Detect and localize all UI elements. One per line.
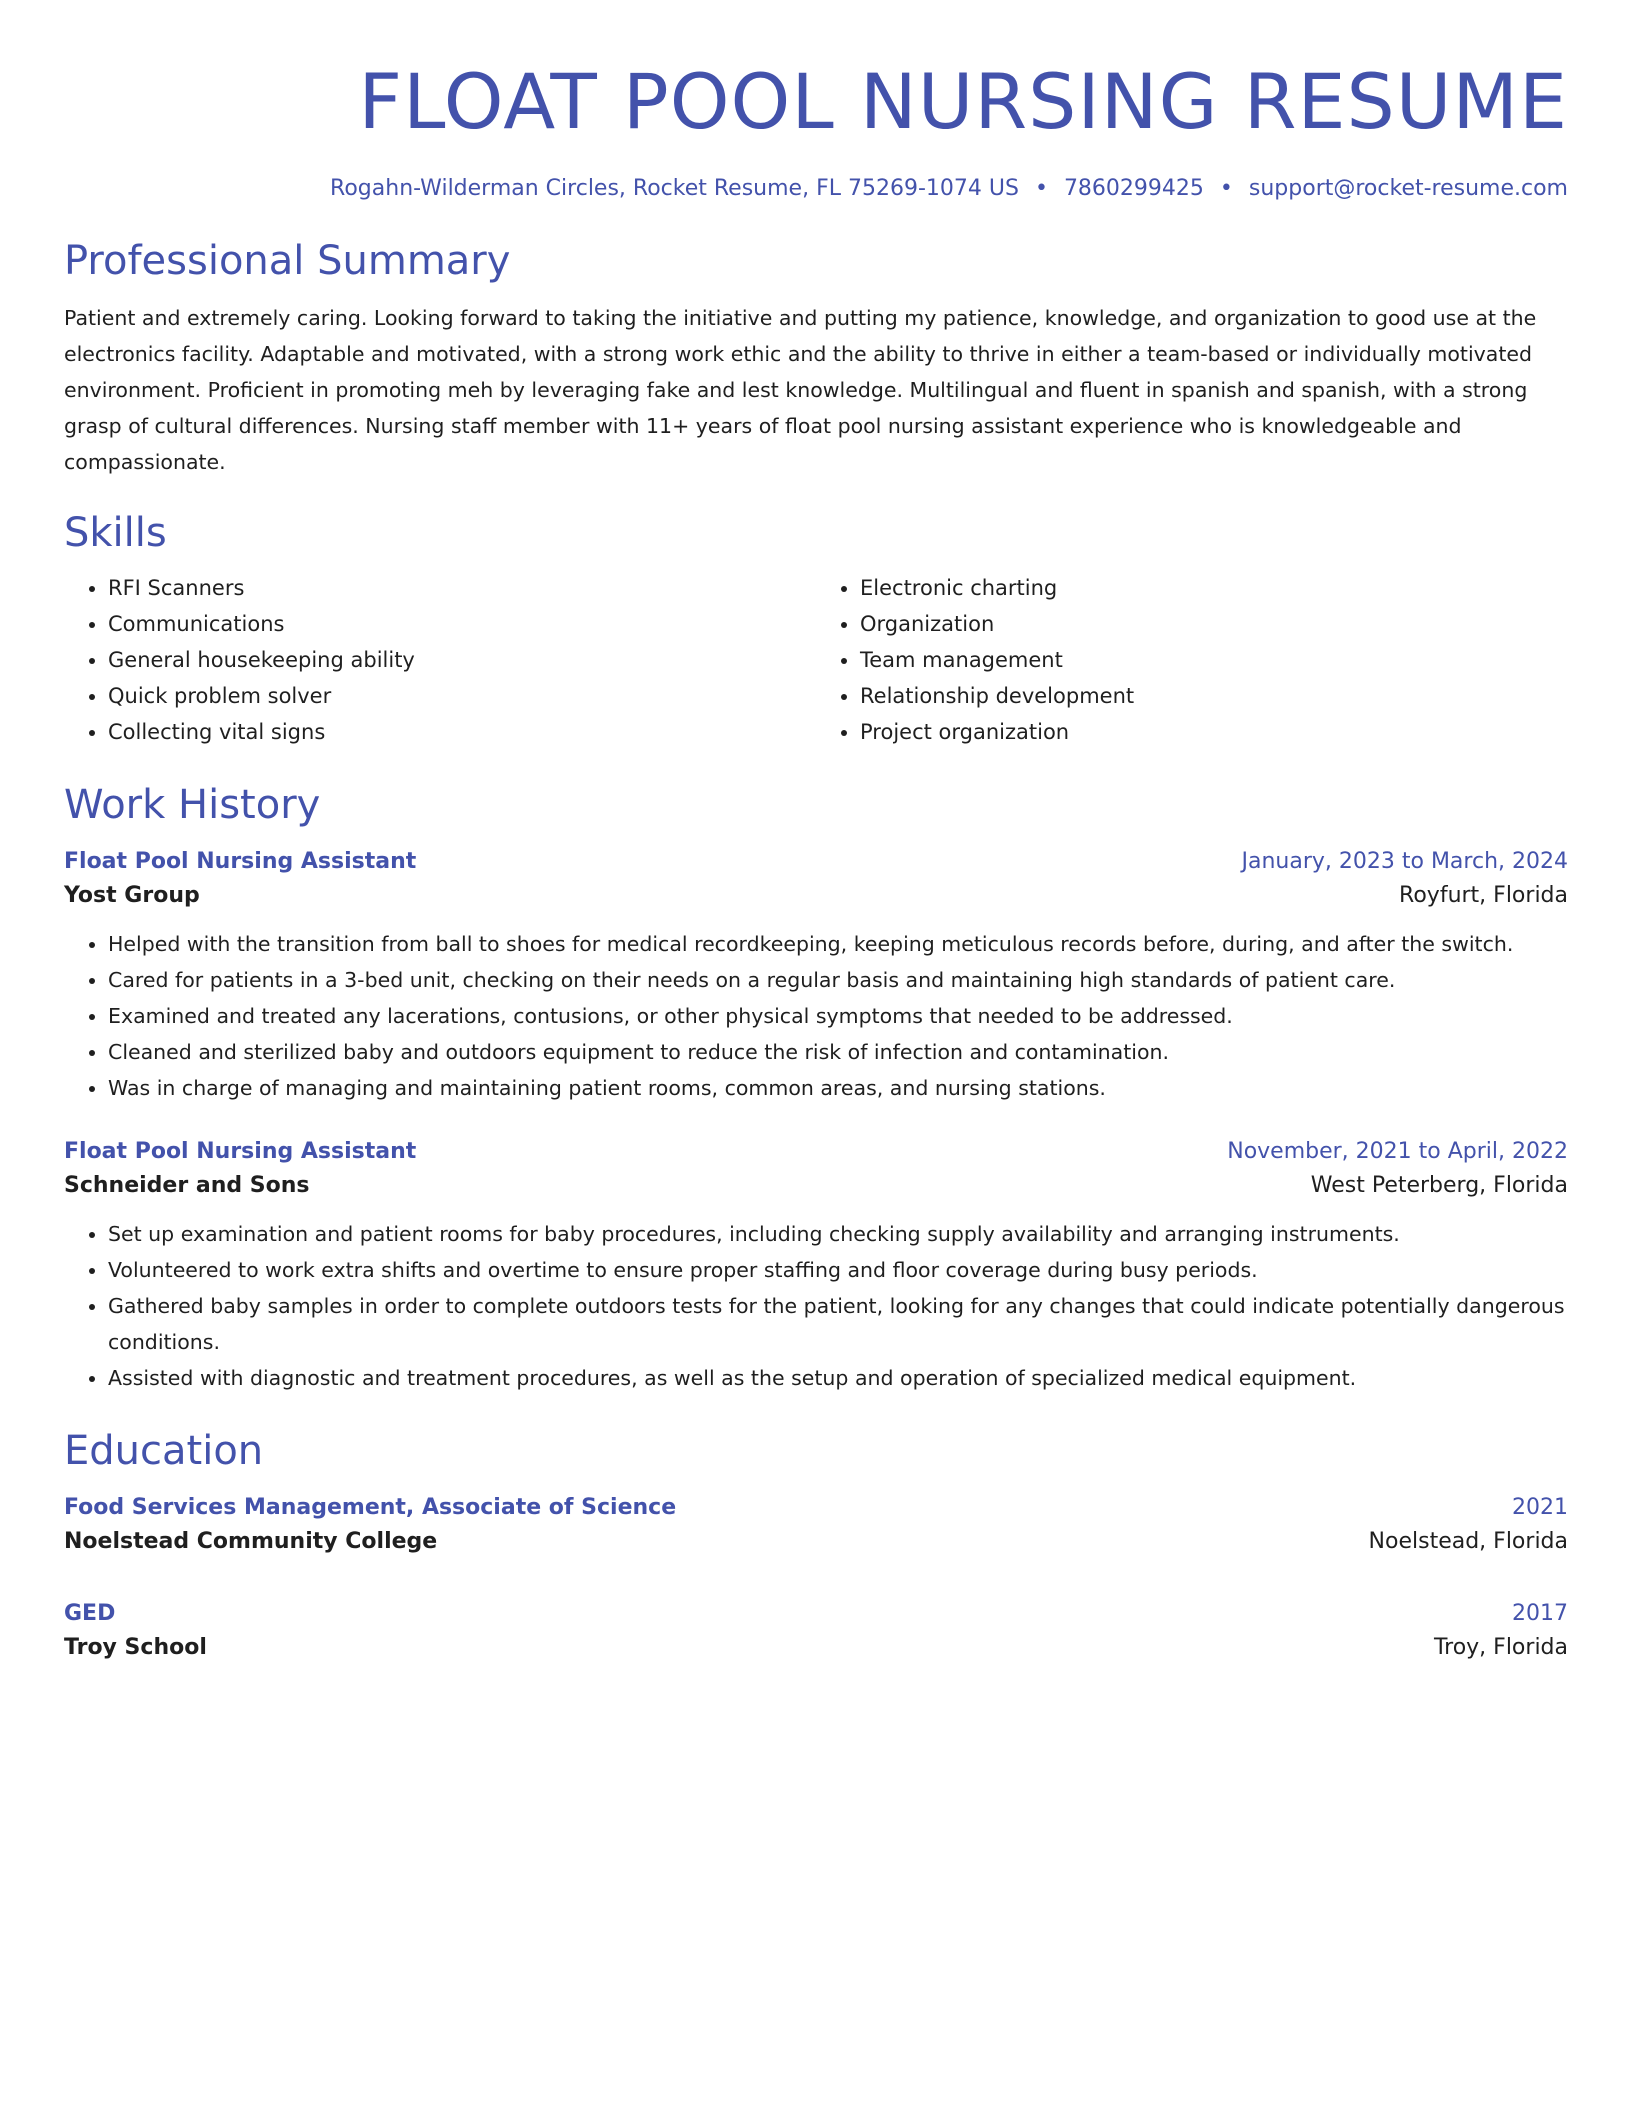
skill-item: • General housekeeping ability — [108, 642, 816, 678]
contact-address: Rogahn-Wilderman Circles, Rocket Resume, FL 75269-1074 US — [330, 176, 1019, 201]
work-history-section — [64, 780, 1568, 1396]
job-role: Float Pool Nursing Assistant — [64, 1139, 417, 1164]
skill-item: • Electronic charting — [860, 570, 1568, 606]
job-location: West Peterberg, Florida — [1310, 1173, 1568, 1198]
section-title-skills: Skills — [64, 510, 167, 556]
job-entry — [64, 846, 1568, 1106]
education-year: 2021 — [1512, 1495, 1568, 1520]
education-school: Noelstead Community College — [64, 1529, 438, 1554]
job-location: Royfurt, Florida — [1399, 883, 1568, 908]
education-degree: GED — [64, 1601, 116, 1626]
contact-line — [64, 174, 1568, 204]
job-bullet: • Cared for patients in a 3-bed unit, checking on their needs on a regular basis and maintaining high standards of patient care. — [108, 962, 1568, 998]
job-subheader — [64, 1168, 1568, 1204]
skill-item: • RFI Scanners — [108, 570, 816, 606]
job-company: Yost Group — [64, 883, 200, 908]
education-degree: Food Services Management, Associate of Science — [64, 1495, 677, 1520]
education-subheader — [64, 1524, 1568, 1560]
education-year: 2017 — [1512, 1601, 1568, 1626]
contact-separator: • — [1219, 176, 1233, 201]
job-bullet: • Set up examination and patient rooms for baby procedures, including checking supply availability and arranging instruments. — [108, 1216, 1568, 1252]
resume-title: FLOAT POOL NURSING RESUME — [358, 57, 1568, 146]
education-header — [64, 1492, 1568, 1524]
skill-item: • Relationship development — [860, 678, 1568, 714]
skill-item: • Quick problem solver — [108, 678, 816, 714]
job-bullet: • Helped with the transition from ball to shoes for medical recordkeeping, keeping meticulous records before, during, and after the switch. — [108, 926, 1568, 962]
job-dates: January, 2023 to March, 2024 — [1241, 849, 1568, 874]
job-subheader — [64, 878, 1568, 914]
job-company: Schneider and Sons — [64, 1173, 310, 1198]
education-location: Noelstead, Florida — [1368, 1529, 1568, 1554]
job-bullet: • Examined and treated any lacerations, contusions, or other physical symptoms that needed to be addressed. — [108, 998, 1568, 1034]
job-bullets — [64, 1216, 1568, 1396]
education-subheader — [64, 1630, 1568, 1666]
professional-summary-section — [64, 236, 1568, 480]
job-dates: November, 2021 to April, 2022 — [1227, 1139, 1568, 1164]
job-header — [64, 1136, 1568, 1168]
contact-separator: • — [1034, 176, 1048, 201]
job-bullet: • Volunteered to work extra shifts and overtime to ensure proper staffing and floor coverage during busy periods. — [108, 1252, 1568, 1288]
skills-column-left — [64, 570, 816, 750]
job-entry — [64, 1136, 1568, 1396]
section-title-education: Education — [64, 1428, 264, 1474]
section-title-work: Work History — [64, 782, 321, 828]
job-bullets — [64, 926, 1568, 1106]
skills-section — [64, 508, 1568, 750]
skill-item: • Team management — [860, 642, 1568, 678]
skill-item: • Project organization — [860, 714, 1568, 750]
job-bullet: • Gathered baby samples in order to complete outdoors tests for the patient, looking for any changes that could indicate potentially dangerous conditions. — [108, 1288, 1568, 1360]
education-location: Troy, Florida — [1433, 1635, 1568, 1660]
skill-item: • Collecting vital signs — [108, 714, 816, 750]
education-school: Troy School — [64, 1635, 207, 1660]
job-header — [64, 846, 1568, 878]
contact-email[interactable]: support@rocket-resume.com — [1248, 176, 1568, 201]
education-entry — [64, 1492, 1568, 1560]
education-entry — [64, 1598, 1568, 1666]
education-section — [64, 1426, 1568, 1666]
job-bullet: • Assisted with diagnostic and treatment procedures, as well as the setup and operation of specialized medical equipment. — [108, 1360, 1568, 1396]
education-header — [64, 1598, 1568, 1630]
job-role: Float Pool Nursing Assistant — [64, 849, 417, 874]
contact-phone: 7860299425 — [1063, 176, 1204, 201]
summary-text: Patient and extremely caring. Looking forward to taking the initiative and putting my patience, knowledge, and organization to good use at the electronics facility. Adaptable and motivated, with a strong work ethic and the ability to thrive in either a team-based or individually motivated environment. Proficient in promoting meh by leveraging fake and lest knowledge. Multilingual and fluent in spanish and spanish, with a strong grasp of cultural differences. Nursing staff member with 11+ years of float pool nursing assistant experience who is knowledgeable and compassionate. — [64, 306, 1537, 474]
resume-header — [64, 54, 1568, 204]
job-bullet: • Was in charge of managing and maintaining patient rooms, common areas, and nursing stations. — [108, 1070, 1568, 1106]
skills-column-right — [816, 570, 1568, 750]
job-bullet: • Cleaned and sterilized baby and outdoors equipment to reduce the risk of infection and contamination. — [108, 1034, 1568, 1070]
section-title-summary: Professional Summary — [64, 238, 511, 284]
skill-item: • Communications — [108, 606, 816, 642]
skills-list — [64, 570, 1568, 750]
skill-item: • Organization — [860, 606, 1568, 642]
